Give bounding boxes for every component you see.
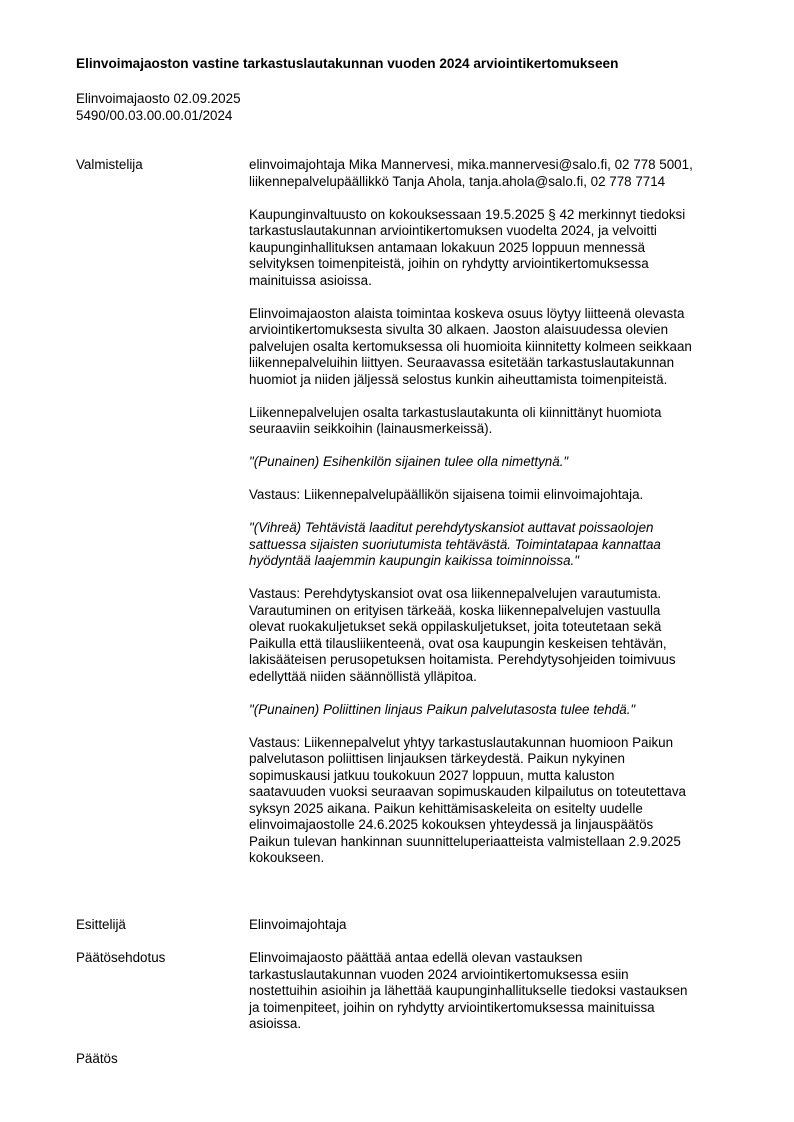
text-line: Paikulla että tilausliikenteenä, ovat osa kaupungin keskeisen tehtävän, bbox=[249, 635, 667, 651]
text-line: Kaupunginvaltuusto on kokouksessaan 19.5.2025 § 42 merkinnyt tiedoksi bbox=[249, 206, 686, 222]
paragraph bbox=[249, 702, 749, 719]
valmistelija-body bbox=[249, 157, 749, 883]
text-line: olevat ruokakuljetukset sekä oppilaskuljetukset, joita toteutetaan sekä bbox=[249, 619, 662, 634]
text-line: asioissa. bbox=[249, 1016, 302, 1031]
esittelija-label: Esittelijä bbox=[76, 917, 126, 932]
text-line: tarkastuslautakunnan vuoden 2024 arviointikertomuksessa esiin bbox=[249, 966, 629, 982]
text-line: liikennepalveluihin liittyen. Seuraavassa esitetään tarkastuslautakunnan bbox=[249, 355, 675, 370]
text-line: ja toimenpiteet, joihin on ryhdytty arviointikertomuksessa mainituissa bbox=[249, 999, 655, 1015]
text-line: Paikun tulevan hankinnan suunnitteluperiaatteista valmistellaan 2.9.2025 bbox=[249, 833, 681, 849]
paatosehdotus-body bbox=[249, 950, 749, 1033]
text-line: "(Punainen) Poliittinen linjaus Paikun palvelutasosta tulee tehdä." bbox=[249, 701, 636, 717]
text-line: kokoukseen. bbox=[249, 850, 325, 865]
paragraph bbox=[249, 405, 749, 438]
text-line: Varautuminen on erityisen tärkeää, koska liikennepalvelujen vastuulla bbox=[249, 602, 661, 618]
paatosehdotus-label: Päätösehdotus bbox=[76, 950, 166, 965]
text-line: selvityksen toimenpiteistä, joihin on ryhdytty arviointikertomuksessa bbox=[249, 256, 649, 271]
paragraph bbox=[249, 520, 749, 570]
text-line: tarkastuslautakunnan arviointikertomuksen vuodelta 2024, ja velvoitti bbox=[249, 223, 657, 238]
document-meta bbox=[76, 90, 241, 124]
text-line: sopimuskausi jatkuu toukokuun 2027 loppuun, mutta kaluston bbox=[249, 767, 615, 783]
paragraph bbox=[249, 487, 749, 504]
text-line: mainituissa asioissa. bbox=[249, 272, 372, 288]
text-line: lakisääteisen perusopetuksen hoitamista. Perehdytysohjeiden toimivuus bbox=[249, 652, 676, 667]
text-line: Vastaus: Liikennepalvelut yhtyy tarkastuslautakunnan huomioon Paikun bbox=[249, 734, 674, 750]
text-line: Elinvoimajaoston alaista toimintaa koskeva osuus löytyy liitteenä olevasta bbox=[249, 305, 685, 321]
record-number: 5490/00.03.00.00.01/2024 bbox=[76, 108, 233, 123]
meeting-date: Elinvoimajaosto 02.09.2025 bbox=[76, 91, 241, 106]
paatos-label: Päätös bbox=[76, 1051, 118, 1066]
text-line: Vastaus: Perehdytyskansiot ovat osa liikennepalvelujen varautumista. bbox=[249, 586, 662, 601]
text-line: palvelujen osalta kertomuksessa oli huomioita kiinnitetty kolmeen seikkaan bbox=[249, 338, 692, 354]
text-line: kaupunginhallituksen antamaan lokakuun 2025 loppuun mennessä bbox=[249, 239, 646, 255]
text-line: saatavuuden vuoksi seuraavan sopimuskauden kilpailutus on toteutettava bbox=[249, 784, 686, 799]
paragraph bbox=[249, 586, 749, 685]
text-line: palvelutason poliittisen linjauksen tärkeydestä. Paikun nykyinen bbox=[249, 751, 625, 766]
text-line: syksyn 2025 aikana. Paikun kehittämisaskeleita on esitelty uudelle bbox=[249, 800, 643, 816]
paragraph bbox=[249, 454, 749, 471]
esittelija-value: Elinvoimajohtaja bbox=[249, 917, 347, 932]
paragraph bbox=[249, 207, 749, 290]
text-line: hyödyntää laajemmin kaupungin kaikissa toiminnoissa." bbox=[249, 553, 580, 568]
paragraph bbox=[249, 735, 749, 867]
text-line: "(Vihreä) Tehtävistä laaditut perehdytyskansiot auttavat poissaolojen bbox=[249, 520, 654, 535]
text-line: edellyttää niiden säännöllistä ylläpitoa. bbox=[249, 668, 477, 684]
paragraph bbox=[249, 306, 749, 389]
text-line: Vastaus: Liikennepalvelupäällikön sijaisena toimii elinvoimajohtaja. bbox=[249, 487, 644, 502]
paragraph bbox=[249, 157, 749, 190]
text-line: huomiot ja niiden jäljessä selostus kunkin aiheuttamista toimenpiteistä. bbox=[249, 371, 668, 387]
text-line: Elinvoimajaosto päättää antaa edellä olevan vastauksen bbox=[249, 950, 583, 965]
text-line: elinvoimajohtaja Mika Mannervesi, mika.mannervesi@salo.fi, 02 778 5001, bbox=[249, 157, 693, 172]
text-line: seuraaviin seikkoihin (lainausmerkeissä). bbox=[249, 421, 493, 436]
text-line: Liikennepalvelujen osalta tarkastuslautakunta oli kiinnittänyt huomiota bbox=[249, 404, 662, 420]
text-line: arviointikertomuksesta sivulta 30 alkaen. Jaoston alaisuudessa olevien bbox=[249, 322, 669, 337]
text-line: "(Punainen) Esihenkilön sijainen tulee olla nimettynä." bbox=[249, 454, 569, 469]
text-line: elinvoimajaostolle 24.6.2025 kokouksen yhteydessä ja linjauspäätös bbox=[249, 817, 654, 832]
valmistelija-label: Valmistelija bbox=[76, 157, 143, 172]
text-line: sattuessa sijaisten suoriutumista tehtävästä. Toimintatapaa kannattaa bbox=[249, 536, 661, 552]
text-line: liikennepalvelupäällikkö Tanja Ahola, tanja.ahola@salo.fi, 02 778 7714 bbox=[249, 173, 666, 189]
text-line: nostettuihin asioihin ja lähettää kaupunginhallitukselle tiedoksi vastauksen bbox=[249, 983, 688, 998]
document-title: Elinvoimajaoston vastine tarkastuslautakunnan vuoden 2024 arviointikertomukseen bbox=[76, 56, 619, 71]
